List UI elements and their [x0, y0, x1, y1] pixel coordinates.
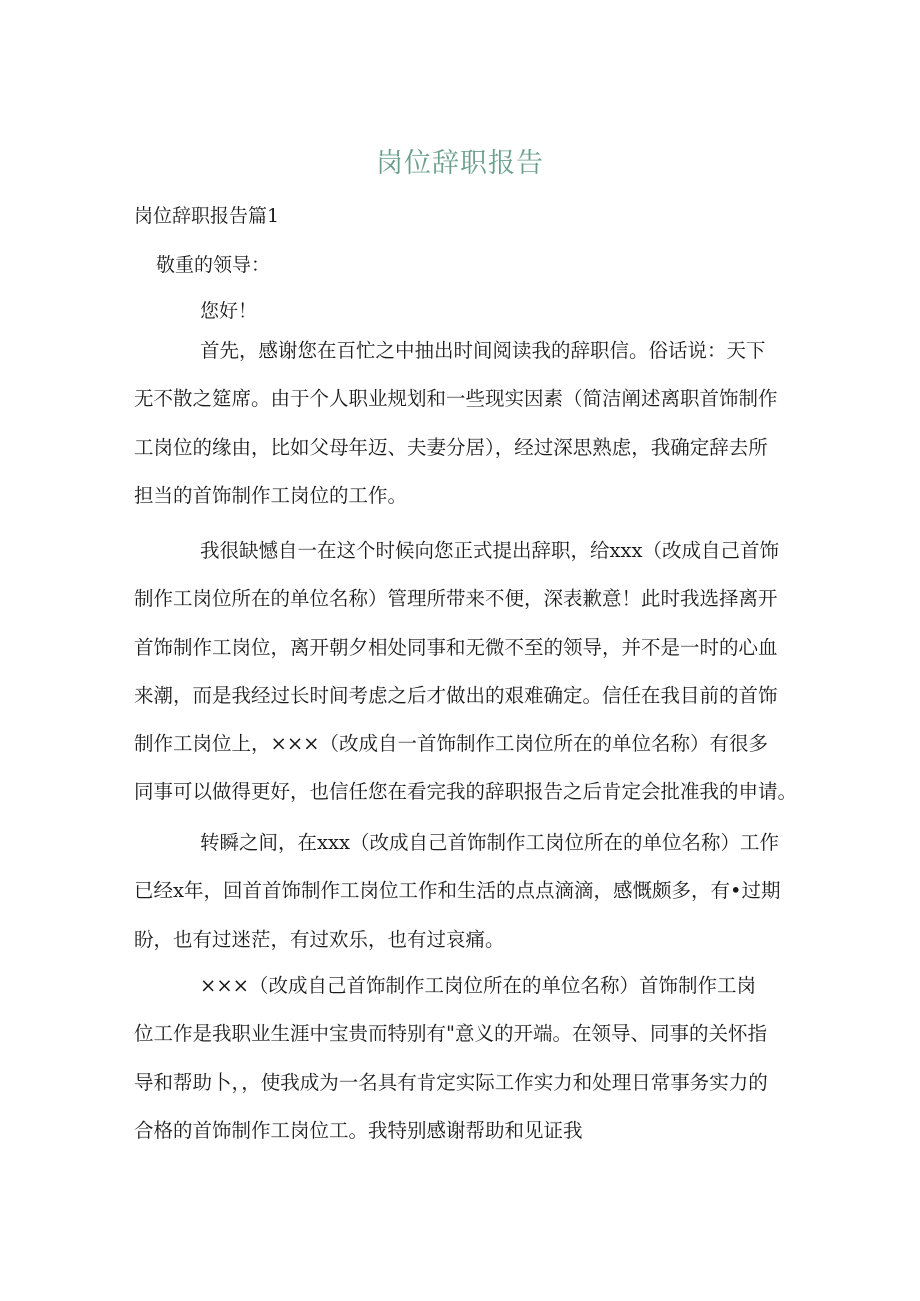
paragraph-line: 首先，感谢您在百忙之中抽出时间阅读我的辞职信。俗话说：天下	[200, 339, 766, 362]
greeting-hello: 您好！	[200, 300, 258, 322]
paragraph-2	[134, 527, 797, 817]
paragraph-line: 制作工岗位上，×××（改成自一首饰制作工岗位所在的单位名称）有很多	[134, 732, 769, 756]
paragraph-line: 我很缺憾自一在这个时候向您正式提出辞职，给xxx（改成自己首饰	[200, 539, 779, 562]
paragraph-3	[134, 819, 781, 964]
paragraph-line: 工岗位的缘由，比如父母年迈、夫妻分居），经过深思熟虑，我确定辞去所	[134, 435, 768, 459]
paragraph-line: 位工作是我职业生涯中宝贵而特别有"意义的开端。在领导、同事的关怀指	[134, 1022, 767, 1046]
paragraph-line: ×××（改成自己首饰制作工岗位所在的单位名称）首饰制作工岗	[200, 974, 757, 997]
section-heading: 岗位辞职报告篇1	[134, 205, 280, 227]
paragraph-line: 来潮，而是我经过长时间考虑之后才做出的艰难确定。信任在我目前的首饰	[134, 683, 778, 707]
paragraph-line: 盼，也有过迷茫，有过欢乐，也有过哀痛。	[134, 927, 505, 951]
paragraph-line: 合格的首饰制作工岗位工。我特别感谢帮助和见证我	[134, 1118, 583, 1142]
paragraph-line: 转瞬之间，在xxx（改成自己首饰制作工岗位所在的单位名称）工作	[200, 831, 779, 854]
paragraph-line: 担当的首饰制作工岗位的工作。	[134, 483, 408, 507]
paragraph-4	[134, 962, 768, 1155]
paragraph-1	[134, 327, 778, 520]
salutation: 敬重的领导：	[156, 254, 271, 276]
paragraph-line: 无不散之筵席。由于个人职业规划和一些现实因素（简洁阐述离职首饰制作	[134, 387, 778, 411]
paragraph-line: 制作工岗位所在的单位名称）管理所带来不便，深表歉意！此时我选择离开	[134, 587, 778, 611]
paragraph-line: 同事可以做得更好，也信任您在看完我的辞职报告之后肯定会批准我的申请。	[134, 780, 798, 804]
paragraph-line: 导和帮助卜，，使我成为一名具有肯定实际工作实力和处理日常事务实力的	[134, 1070, 768, 1094]
document-title: 岗位辞职报告	[376, 148, 544, 179]
paragraph-line: 首饰制作工岗位，离开朝夕相处同事和无微不至的领导，并不是一时的心血	[134, 635, 778, 659]
paragraph-line: 已经x年，回首首饰制作工岗位工作和生活的点点滴滴，感慨颇多，有•过期	[134, 879, 781, 903]
